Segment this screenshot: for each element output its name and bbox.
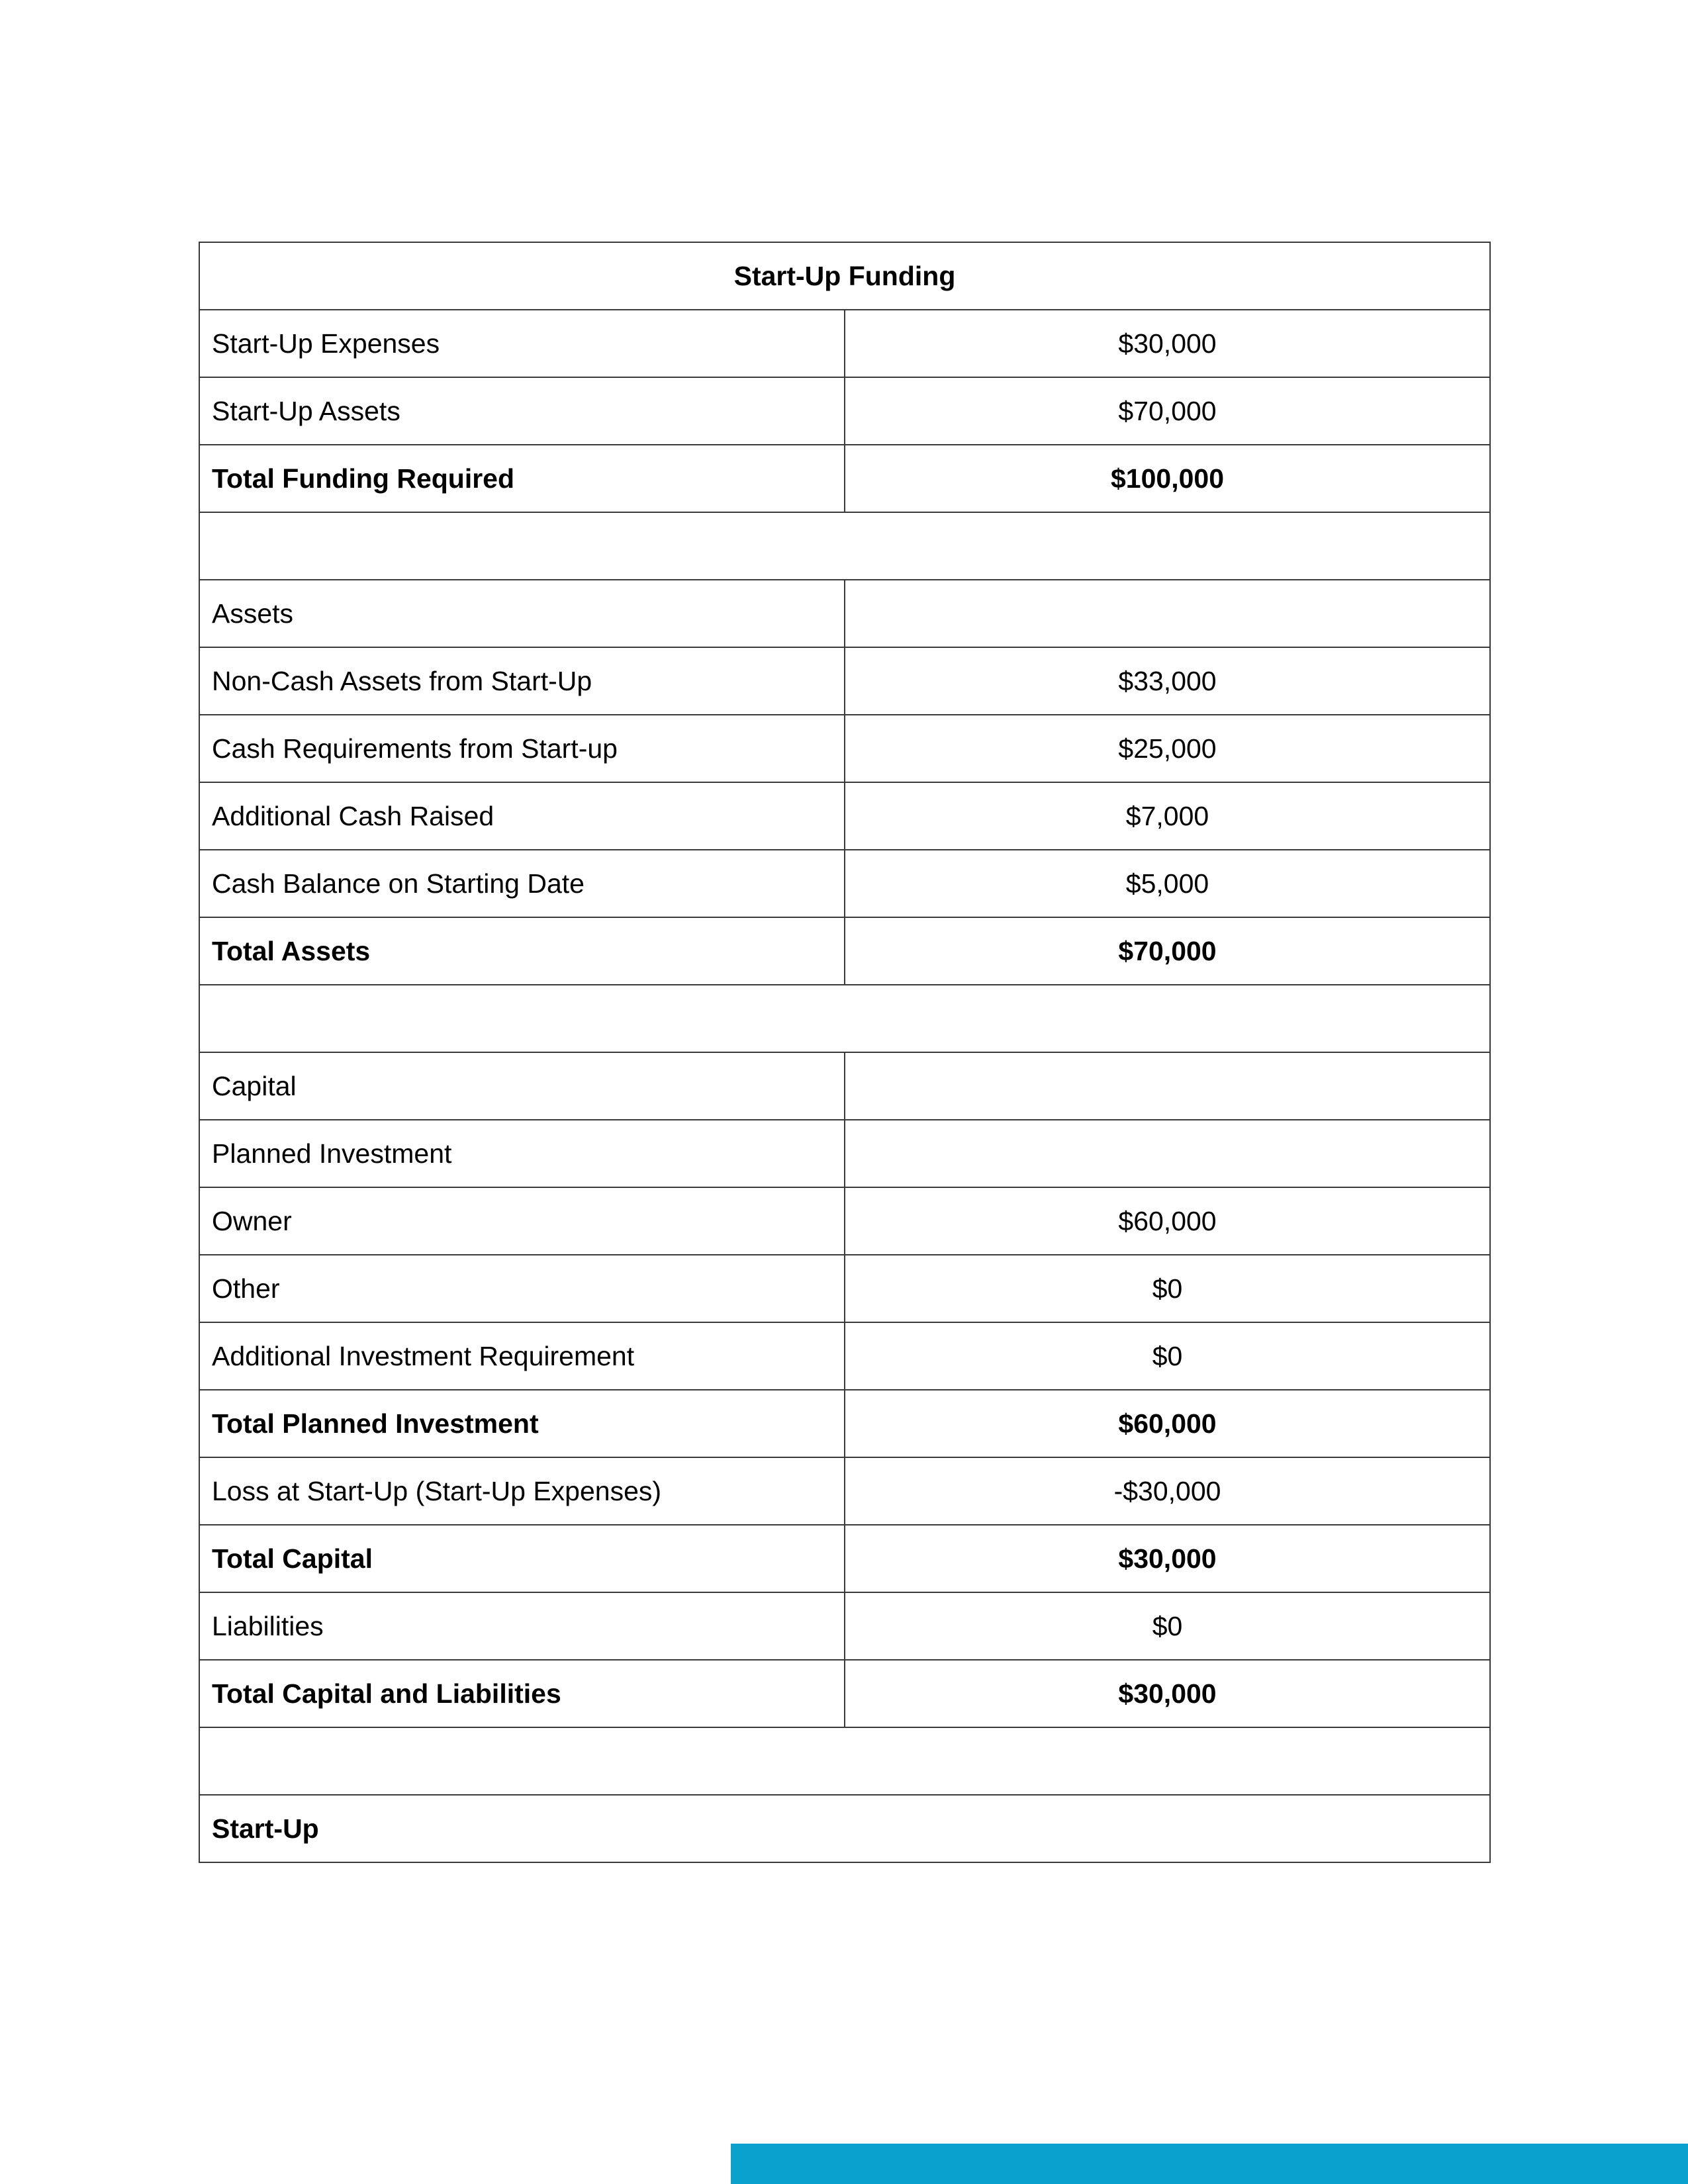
row-label: Total Capital and Liabilities: [199, 1660, 845, 1727]
row-label: Non-Cash Assets from Start-Up: [199, 647, 845, 715]
startup-funding-table: [199, 242, 1491, 1863]
row-value: $100,000: [845, 445, 1490, 512]
total-row: [199, 1660, 1490, 1727]
table-row: [199, 1255, 1490, 1322]
table-row: [199, 1120, 1490, 1187]
footer-accent-bar: [731, 2144, 1688, 2184]
row-value: -$30,000: [845, 1457, 1490, 1525]
row-value: $70,000: [845, 377, 1490, 445]
row-value: [845, 1120, 1490, 1187]
total-row: [199, 1525, 1490, 1592]
row-value: [845, 580, 1490, 647]
row-value: $70,000: [845, 917, 1490, 985]
row-value: $5,000: [845, 850, 1490, 917]
table-title-row: [199, 242, 1490, 310]
row-label: Start-Up Assets: [199, 377, 845, 445]
row-value: $7,000: [845, 782, 1490, 850]
row-value: $30,000: [845, 1660, 1490, 1727]
row-label: Other: [199, 1255, 845, 1322]
table-row: [199, 1052, 1490, 1120]
row-label: Start-Up Expenses: [199, 310, 845, 377]
spacer-cell: [199, 985, 1490, 1052]
spacer-row: [199, 512, 1490, 580]
row-value: $0: [845, 1322, 1490, 1390]
table-row: [199, 715, 1490, 782]
table-body: [199, 242, 1490, 1862]
row-label: Assets: [199, 580, 845, 647]
total-row: [199, 917, 1490, 985]
table-row: [199, 377, 1490, 445]
table-title: Start-Up Funding: [199, 242, 1490, 310]
table-row: [199, 310, 1490, 377]
row-value: $60,000: [845, 1390, 1490, 1457]
table-row: [199, 1592, 1490, 1660]
row-value: $25,000: [845, 715, 1490, 782]
row-value: $30,000: [845, 310, 1490, 377]
row-value: $0: [845, 1592, 1490, 1660]
row-label: Total Funding Required: [199, 445, 845, 512]
row-label: Cash Balance on Starting Date: [199, 850, 845, 917]
table-row: [199, 580, 1490, 647]
table-row: [199, 1187, 1490, 1255]
total-row: [199, 1390, 1490, 1457]
table-row: [199, 1457, 1490, 1525]
row-label: Capital: [199, 1052, 845, 1120]
spacer-cell: [199, 512, 1490, 580]
row-label: Total Assets: [199, 917, 845, 985]
row-label: Cash Requirements from Start-up: [199, 715, 845, 782]
table-footer-row: [199, 1795, 1490, 1862]
spacer-cell: [199, 1727, 1490, 1795]
row-label: Total Planned Investment: [199, 1390, 845, 1457]
row-label: Liabilities: [199, 1592, 845, 1660]
table-row: [199, 1322, 1490, 1390]
table-row: [199, 782, 1490, 850]
table-row: [199, 850, 1490, 917]
table-row: [199, 647, 1490, 715]
row-value: $0: [845, 1255, 1490, 1322]
row-value: [845, 1052, 1490, 1120]
row-label: Planned Investment: [199, 1120, 845, 1187]
spacer-row: [199, 985, 1490, 1052]
row-value: $33,000: [845, 647, 1490, 715]
row-label: Additional Investment Requirement: [199, 1322, 845, 1390]
row-value: $60,000: [845, 1187, 1490, 1255]
total-row: [199, 445, 1490, 512]
row-label: Additional Cash Raised: [199, 782, 845, 850]
row-label: Owner: [199, 1187, 845, 1255]
row-value: $30,000: [845, 1525, 1490, 1592]
spacer-row: [199, 1727, 1490, 1795]
row-label: Loss at Start-Up (Start-Up Expenses): [199, 1457, 845, 1525]
row-label: Total Capital: [199, 1525, 845, 1592]
table-footer-label: Start-Up: [199, 1795, 1490, 1862]
